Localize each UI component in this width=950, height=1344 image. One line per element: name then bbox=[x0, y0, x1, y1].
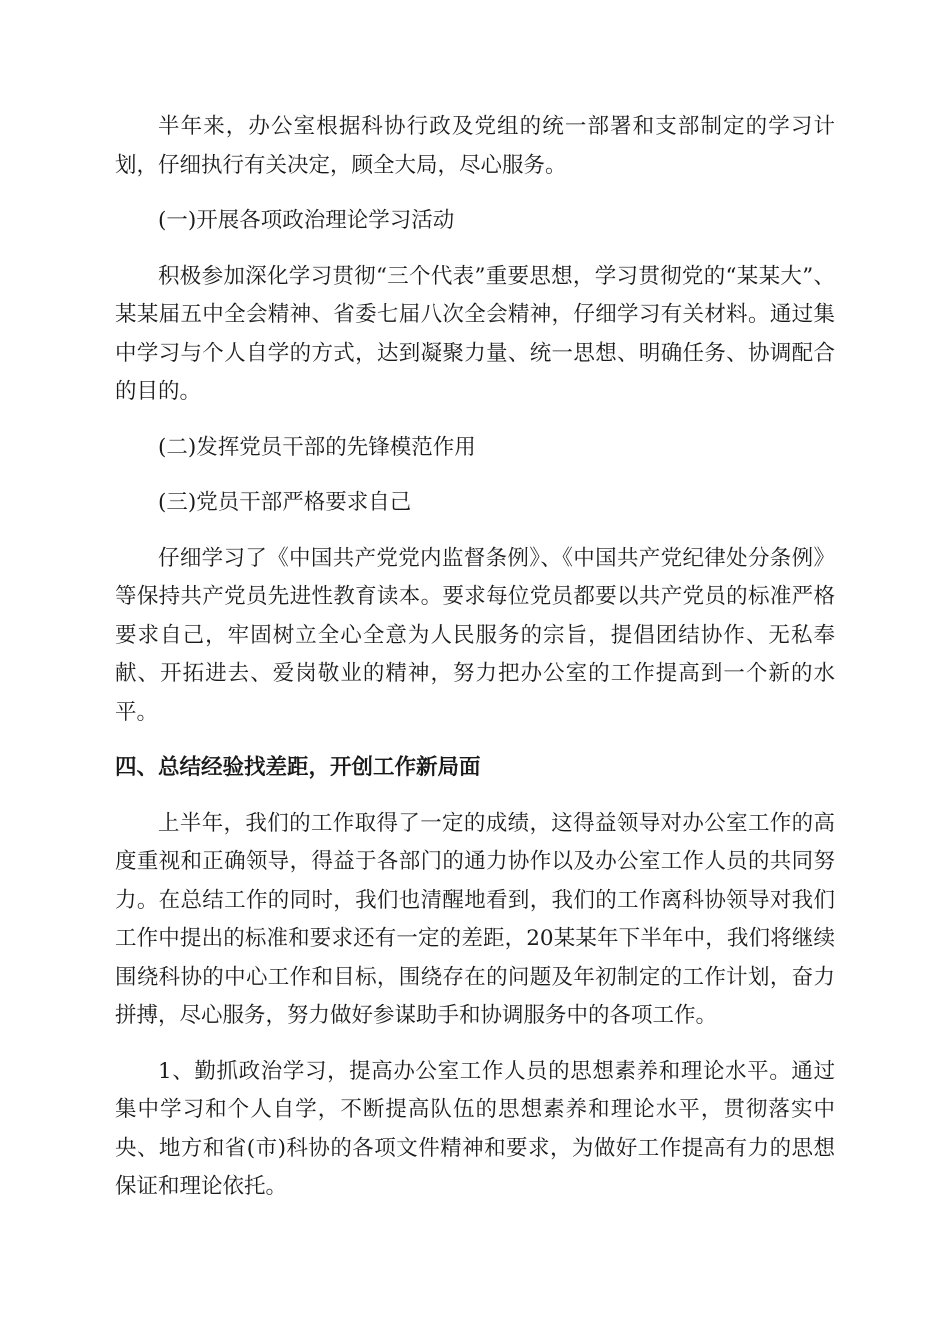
paragraph-summary: 上半年，我们的工作取得了一定的成绩，这得益领导对办公室工作的高度重视和正确领导，得益于各部门的通力协作以及办公室工作人员的共同努力。在总结工作的同时，我们也清醒地看到，我们的工作离科协领导对我们工作中提出的标准和要求还有一定的差距，20某某年下半年中，我们将继续围绕科协的中心工作和目标，围绕存在的问题及年初制定的工作计划，奋力拼搏，尽心服务，努力做好参谋助手和协调服务中的各项工作。 bbox=[115, 810, 835, 1028]
section-heading-4: 四、总结经验找差距，开创工作新局面 bbox=[115, 755, 481, 780]
paragraph-intro: 半年来，办公室根据科协行政及党组的统一部署和支部制定的学习计划，仔细执行有关决定，顾全大局，尽心服务。 bbox=[115, 114, 835, 178]
paragraph-item-1: 1、勤抓政治学习，提高办公室工作人员的思想素养和理论水平。通过集中学习和个人自学，不断提高队伍的思想素养和理论水平，贯彻落实中央、地方和省(市)科协的各项文件精神和要求，为做好工作提高有力的思想保证和理论依托。 bbox=[115, 1058, 835, 1199]
subheading-1: (一)开展各项政治理论学习活动 bbox=[158, 208, 455, 233]
paragraph-discipline: 仔细学习了《中国共产党党内监督条例》、《中国共产党纪律处分条例》等保持共产党员先进性教育读本。要求每位党员都要以共产党员的标准严格要求自己，牢固树立全心全意为人民服务的宗旨，提倡团结协作、无私奉献、开拓进去、爱岗敬业的精神，努力把办公室的工作提高到一个新的水平。 bbox=[115, 545, 835, 725]
paragraph-study: 积极参加深化学习贯彻“三个代表”重要思想，学习贯彻党的“某某大”、某某届五中全会精神、省委七届八次全会精神，仔细学习有关材料。通过集中学习与个人自学的方式，达到凝聚力量、统一思想、明确任务、协调配合的目的。 bbox=[115, 263, 835, 404]
subheading-3: (三)党员干部严格要求自己 bbox=[158, 490, 412, 515]
subheading-2: (二)发挥党员干部的先锋模范作用 bbox=[158, 434, 476, 460]
